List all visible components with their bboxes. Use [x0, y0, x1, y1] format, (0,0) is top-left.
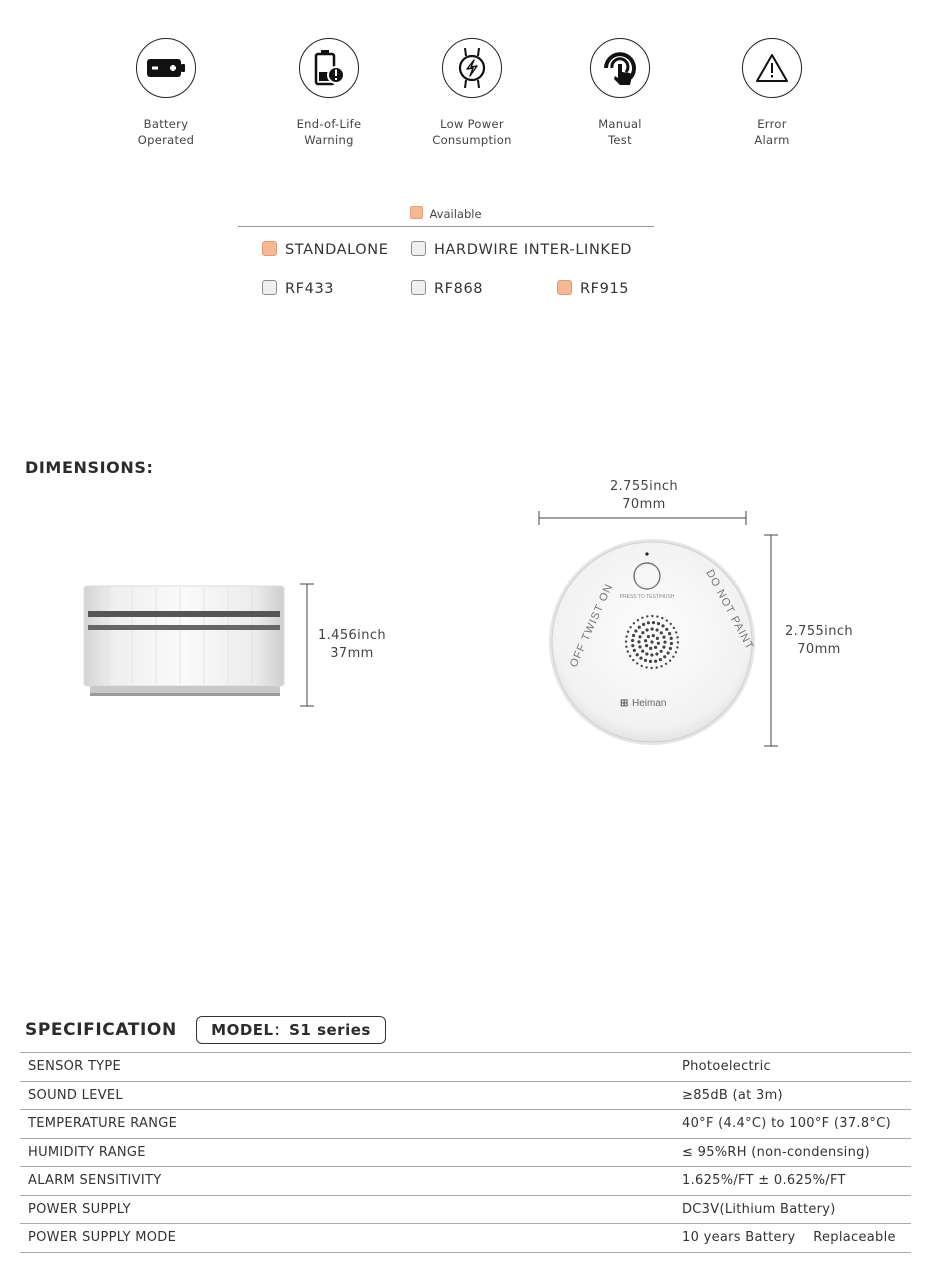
- height-dimension-label: [310, 627, 394, 663]
- grille-hole: [649, 647, 652, 650]
- detector-side-view: [80, 580, 290, 700]
- spec-key: POWER SUPPLY MODE: [28, 1230, 177, 1245]
- spec-value: ≥85dB (at 3m): [682, 1087, 783, 1103]
- grille-hole: [670, 642, 673, 645]
- low-power-icon: [442, 38, 502, 98]
- grille-hole: [659, 658, 662, 661]
- grille-hole: [665, 628, 668, 631]
- grille-hole: [677, 641, 679, 643]
- option-rf868: [411, 280, 483, 297]
- grille-hole: [650, 667, 652, 669]
- grille-hole: [670, 637, 673, 640]
- grille-hole: [676, 636, 678, 638]
- feature-label: Test: [608, 133, 632, 147]
- grille-hole: [631, 639, 634, 642]
- option-standalone: [262, 241, 389, 258]
- legend-divider: [238, 226, 654, 227]
- feature-label: Consumption: [432, 133, 512, 147]
- dimension-mm: 37mm: [330, 646, 374, 661]
- grille-hole: [654, 646, 657, 649]
- grille-hole: [660, 650, 663, 653]
- grille-hole: [655, 652, 658, 655]
- grille-hole: [657, 622, 660, 625]
- grille-hole: [651, 615, 653, 617]
- grille-hole: [651, 627, 654, 630]
- spec-value: Photoelectric: [682, 1059, 771, 1074]
- grille-hole: [654, 660, 657, 663]
- grille-hole: [647, 621, 650, 624]
- option-label: STANDALONE: [285, 242, 389, 258]
- grille-hole: [629, 655, 631, 657]
- grille-hole: [646, 628, 649, 631]
- table-row: [20, 1167, 911, 1196]
- spec-value: ≤ 95%RH (non-condensing): [682, 1144, 871, 1160]
- spec-key: HUMIDITY RANGE: [28, 1144, 146, 1160]
- option-label: RF915: [580, 281, 630, 297]
- grille-hole: [641, 665, 643, 667]
- grille-hole: [636, 653, 639, 656]
- grille-hole: [641, 650, 644, 653]
- checkbox: [557, 280, 572, 295]
- spec-value: 10 years Battery Replaceable: [682, 1230, 896, 1245]
- spec-key: SOUND LEVEL: [28, 1087, 123, 1103]
- grille-hole: [660, 631, 663, 634]
- grille-hole: [645, 666, 647, 668]
- grille-hole: [642, 623, 645, 626]
- grille-hole: [667, 651, 670, 654]
- feature-manual-test: [560, 38, 680, 148]
- feature-label: Manual: [598, 117, 642, 131]
- dimension-inch: 1.456inch: [317, 628, 387, 643]
- option-label: RF868: [434, 281, 484, 297]
- grille-hole: [637, 640, 640, 643]
- grille-hole: [647, 635, 650, 638]
- brand-logo: ⊞: [620, 698, 629, 709]
- grille-hole: [661, 617, 663, 619]
- checkbox: [411, 241, 426, 256]
- grille-hole: [656, 637, 659, 640]
- feature-label: Alarm: [754, 133, 790, 147]
- feature-label: Low Power: [440, 117, 504, 131]
- grille-hole: [629, 626, 631, 628]
- table-row: [20, 1110, 911, 1139]
- width-dimension-line: [536, 508, 752, 528]
- grille-hole: [652, 634, 655, 637]
- feature-label: Battery: [143, 117, 189, 131]
- grille-hole: [649, 660, 652, 663]
- feature-label: Error: [757, 117, 787, 131]
- spec-key: POWER SUPPLY: [28, 1201, 131, 1217]
- grille-hole: [669, 660, 671, 662]
- spec-key: TEMPERATURE RANGE: [28, 1116, 178, 1131]
- grille-hole: [637, 619, 639, 621]
- grille-hole: [627, 631, 629, 633]
- grille-hole: [627, 650, 629, 652]
- grille-hole: [625, 646, 627, 648]
- grille-hole: [633, 649, 636, 652]
- grille-hole: [650, 653, 653, 656]
- grille-hole: [672, 656, 674, 658]
- option-label: RF433: [285, 281, 335, 297]
- grille-hole: [676, 646, 678, 648]
- grille-hole: [656, 628, 659, 631]
- grille-hole: [638, 645, 641, 648]
- twist-text: OFF TWIST ON: [567, 581, 616, 670]
- grille-hole: [673, 627, 675, 629]
- grille-hole: [656, 615, 658, 617]
- grille-hole: [656, 666, 658, 668]
- grille-hole: [625, 640, 627, 642]
- spec-table: [20, 1052, 911, 1253]
- grille-hole: [641, 617, 643, 619]
- spec-key: ALARM SENSITIVITY: [28, 1173, 162, 1188]
- grille-hole: [663, 641, 666, 644]
- grille-hole: [625, 635, 627, 637]
- grille-hole: [641, 631, 644, 634]
- feature-label: End-of-Life: [296, 117, 362, 131]
- feature-error-alarm: [712, 38, 832, 148]
- model-badge: MODEL：S1 series: [196, 1016, 386, 1044]
- battery-icon: [136, 38, 196, 98]
- table-row: [20, 1196, 911, 1225]
- speaker-grille: [625, 615, 679, 669]
- grille-hole: [669, 647, 672, 650]
- dimension-mm: 70mm: [622, 497, 666, 512]
- grille-hole: [636, 662, 638, 664]
- grille-hole: [634, 629, 637, 632]
- spec-key: SENSOR TYPE: [28, 1059, 122, 1074]
- grille-hole: [650, 640, 653, 643]
- grille-hole: [645, 644, 648, 647]
- grille-hole: [631, 644, 634, 647]
- feature-label: Warning: [304, 133, 354, 147]
- depth-dimension-label: [776, 623, 862, 659]
- grille-hole: [657, 642, 660, 645]
- dimension-inch: 2.755inch: [784, 624, 854, 639]
- grille-hole: [670, 623, 672, 625]
- grille-hole: [660, 665, 662, 667]
- dimension-inch: 2.755inch: [609, 479, 679, 494]
- grille-hole: [639, 657, 642, 660]
- feature-battery-operated: [106, 38, 226, 148]
- checkbox: [411, 280, 426, 295]
- table-row: [20, 1053, 911, 1082]
- dimension-mm: 70mm: [797, 642, 841, 657]
- grille-hole: [675, 631, 677, 633]
- grille-hole: [638, 635, 641, 638]
- checkbox: [262, 241, 277, 256]
- availability-legend: [238, 206, 654, 221]
- do-not-paint-text: DO NOT PAINT: [703, 567, 756, 653]
- option-rf433: [262, 280, 334, 297]
- grille-hole: [632, 634, 635, 637]
- feature-low-power: [412, 38, 532, 148]
- spec-value: 1.625%/FT ± 0.625%/FT: [682, 1173, 846, 1188]
- grille-hole: [662, 646, 665, 649]
- grille-hole: [632, 659, 634, 661]
- grille-hole: [675, 651, 677, 653]
- grille-hole: [646, 615, 648, 617]
- grille-hole: [638, 626, 641, 629]
- specification-title: SPECIFICATION: [25, 1020, 177, 1040]
- feature-end-of-life: [269, 38, 389, 148]
- option-label: HARDWIRE INTER-LINKED: [434, 242, 633, 258]
- grille-hole: [661, 624, 664, 627]
- grille-hole: [663, 655, 666, 658]
- available-swatch: [410, 206, 423, 219]
- spec-value: 40°F (4.4°C) to 100°F (37.8°C): [682, 1116, 891, 1131]
- touch-test-icon: [590, 38, 650, 98]
- detector-top-view: [546, 536, 758, 748]
- spec-value: DC3V(Lithium Battery): [682, 1201, 836, 1217]
- table-row: [20, 1139, 911, 1168]
- grille-hole: [644, 659, 647, 662]
- dimensions-title: DIMENSIONS:: [25, 458, 154, 477]
- warning-triangle-icon: [742, 38, 802, 98]
- grille-hole: [633, 622, 635, 624]
- option-hardwire: [411, 241, 632, 258]
- press-to-test-text: PRESS TO TEST/HUSH: [619, 594, 675, 600]
- option-rf915: [557, 280, 629, 297]
- feature-label: Operated: [137, 133, 195, 147]
- table-row: [20, 1082, 911, 1111]
- brand-text: Heiman: [632, 698, 667, 709]
- grille-hole: [644, 639, 647, 642]
- grille-hole: [668, 632, 671, 635]
- grille-hole: [662, 636, 665, 639]
- grille-hole: [666, 619, 668, 621]
- legend-label: Available: [429, 207, 482, 221]
- battery-warning-icon: [299, 38, 359, 98]
- grille-hole: [645, 652, 648, 655]
- table-row: [20, 1224, 911, 1253]
- grille-hole: [665, 663, 667, 665]
- grille-hole: [652, 621, 655, 624]
- checkbox: [262, 280, 277, 295]
